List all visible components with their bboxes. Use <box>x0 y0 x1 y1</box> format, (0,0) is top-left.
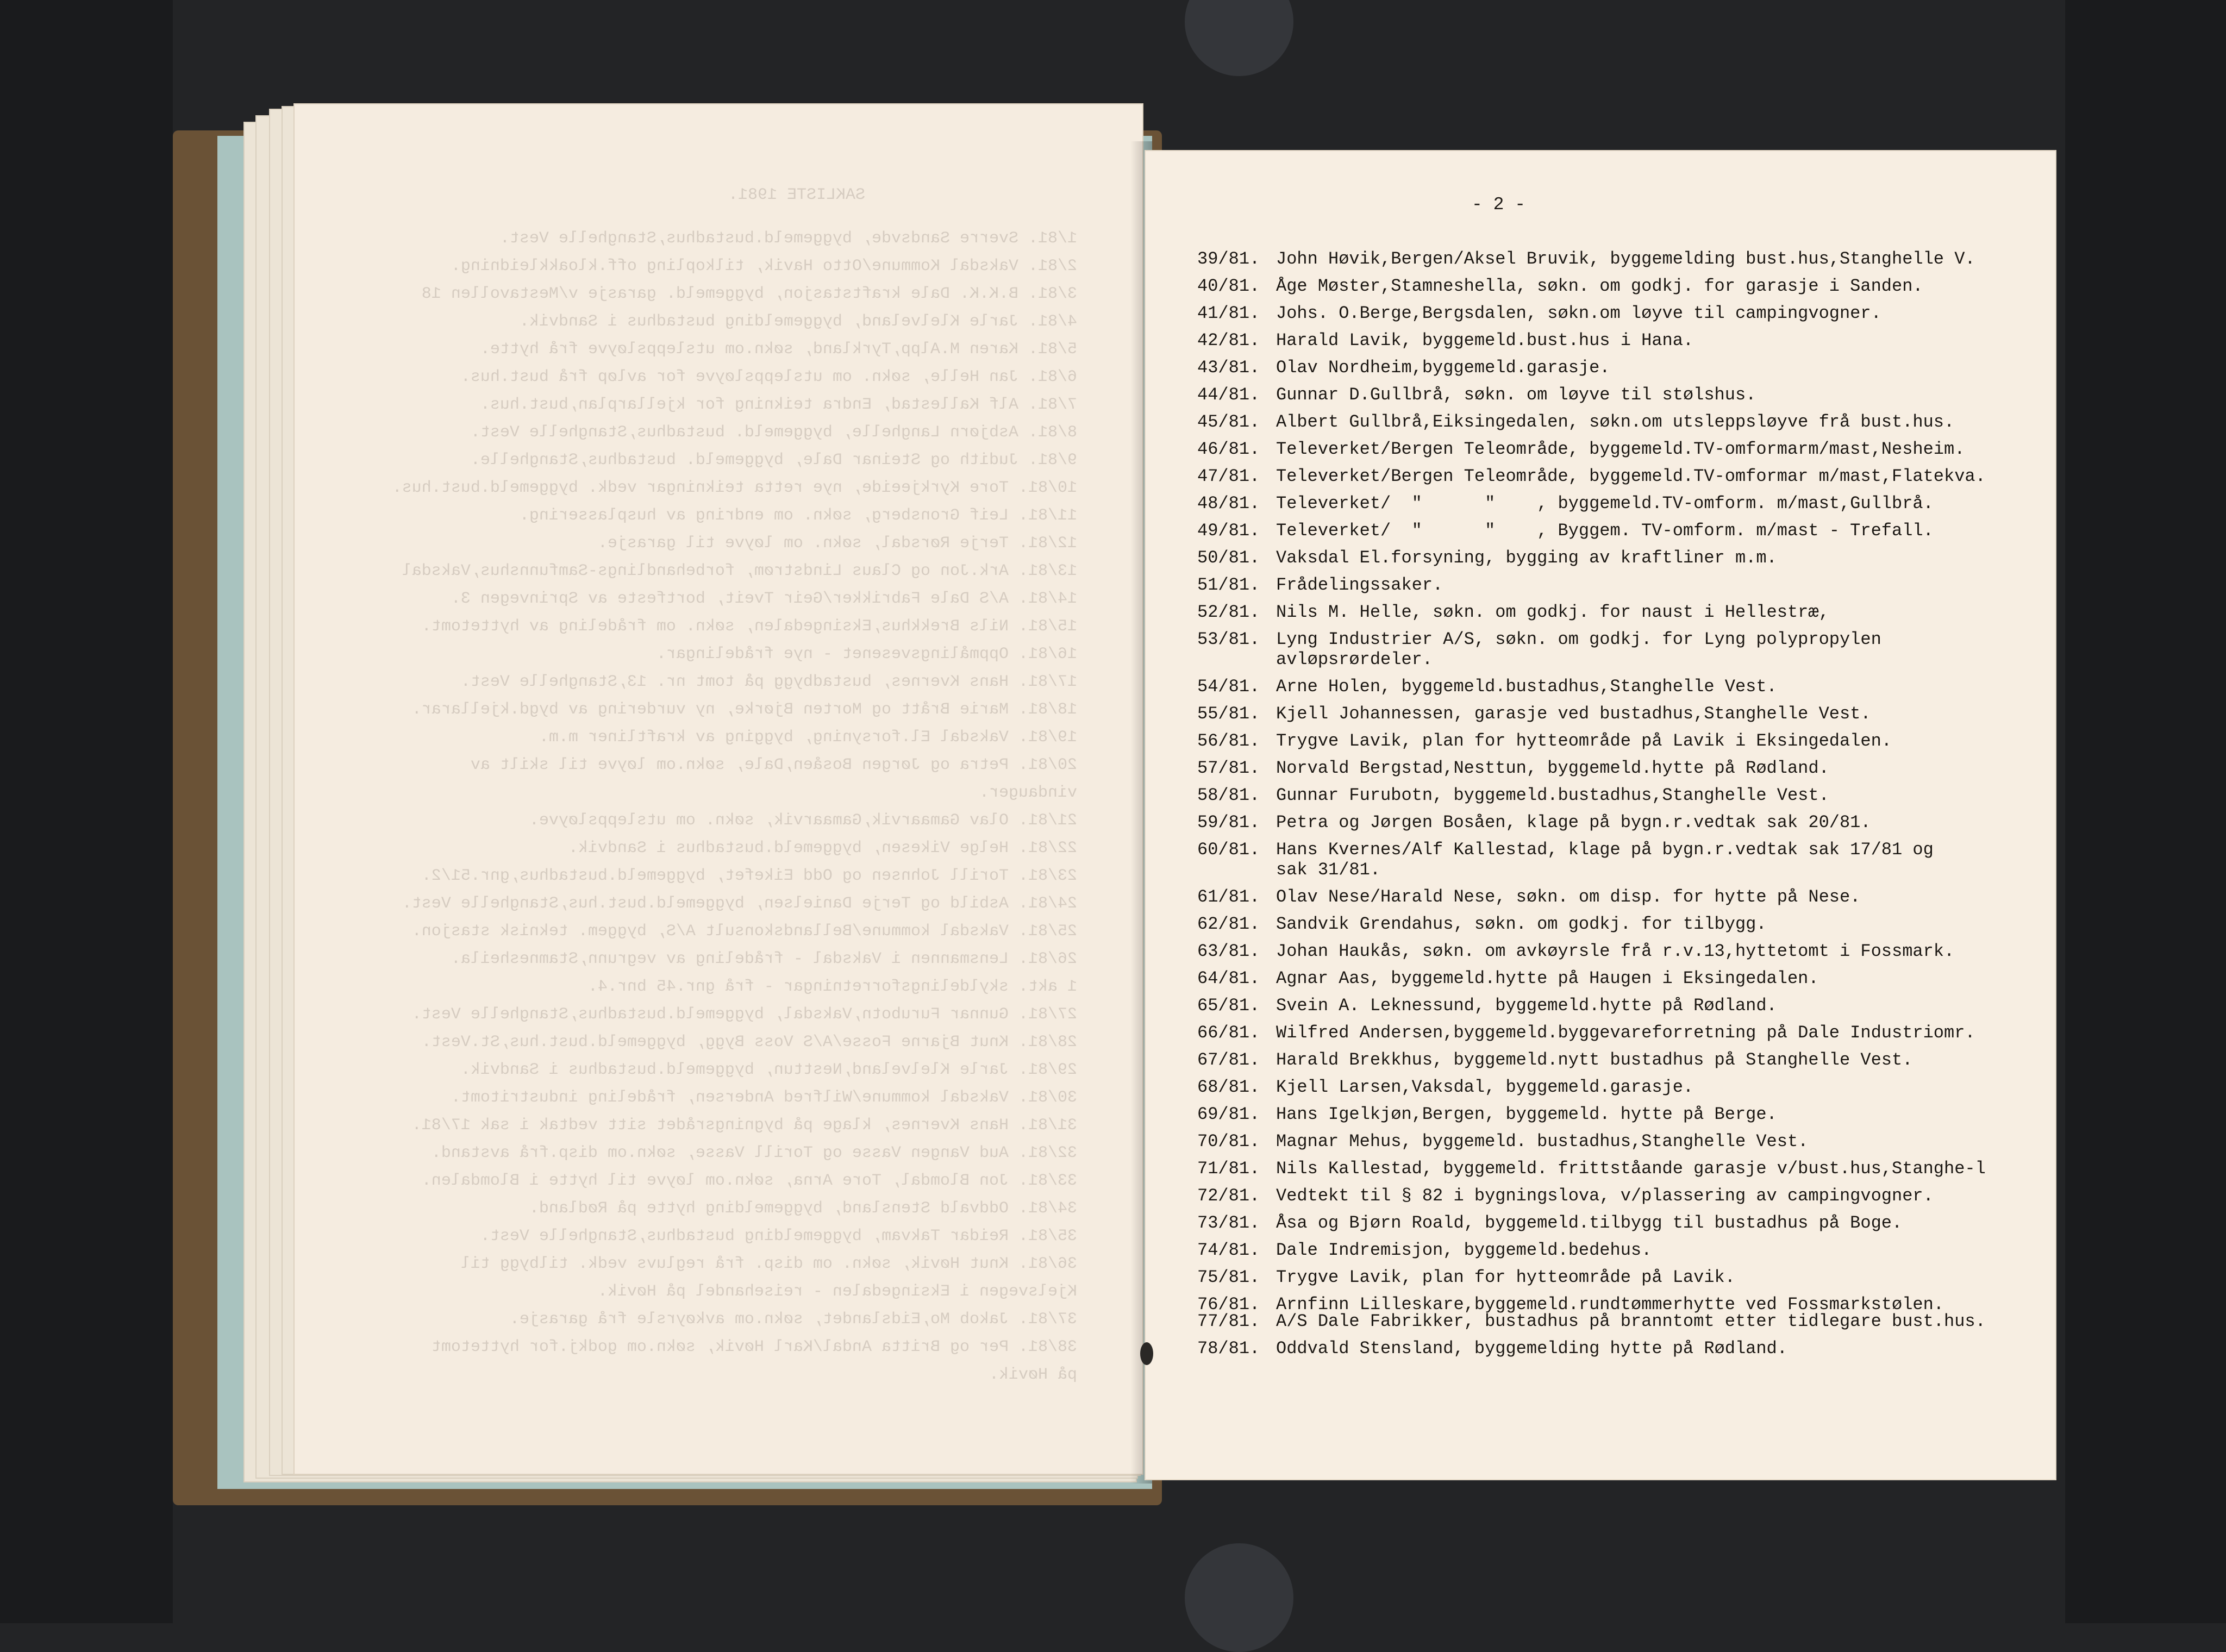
ghost-line: 4/81. Jarle Klelveland, byggemelding bustadhus i Sandvik. <box>519 312 1077 331</box>
case-number: 62/81. <box>1197 914 1260 934</box>
case-entry <box>1197 602 2055 622</box>
case-number: 43/81. <box>1197 358 1260 378</box>
case-number: 73/81. <box>1197 1213 1260 1233</box>
ghost-line: 15/81. Nils Brekkhus,Eksingedalen, søkn. om frådeling av hyttetomt. <box>421 617 1077 636</box>
case-description: Televerket/ " " , byggemeld.TV-omform. m/mast,Gullbrå. <box>1276 493 1934 514</box>
ghost-line: 34/81. Oddvald Stensland, byggemelding hytte på Rødland. <box>529 1199 1077 1218</box>
case-entry <box>1197 731 2055 751</box>
case-description: Lyng Industrier A/S, søkn. om godkj. for Lyng polypropylen avløpsrørdeler. <box>1276 629 1881 669</box>
case-number: 70/81. <box>1197 1131 1260 1152</box>
case-entry <box>1197 1213 2055 1233</box>
ghost-line: 29/81. Jarle Klelveland,Nesttun, byggemeld.bustadhus i Sandvik. <box>460 1061 1077 1079</box>
case-number: 53/81. <box>1197 629 1260 649</box>
ghost-line: 1 akt. skyldelingsforretningar - frå gnr.45 bnr.4. <box>587 978 1077 996</box>
ghost-line: 25/81. Vaksdal kommune/Bellandskonsult A/S, byggem. teknisk stasjon. <box>411 922 1077 941</box>
ghost-line: 32/81. Aud Vangen Vasse og Torill Vasse, søkn.om disp.frå avstand. <box>431 1144 1077 1162</box>
case-description: John Høvik,Bergen/Aksel Bruvik, byggemelding bust.hus,Stanghelle V. <box>1276 249 1975 269</box>
ghost-line: 17/81. Hans Kvernes, bustadbygg på tomt nr. 13,Stanghelle Vest. <box>460 673 1077 691</box>
case-number: 60/81. <box>1197 840 1260 860</box>
case-description: Kjell Johannessen, garasje ved bustadhus,Stanghelle Vest. <box>1276 704 1871 724</box>
case-entry <box>1197 493 2055 514</box>
case-description: Vedtekt til § 82 i bygningslova, v/plassering av campingvogner. <box>1276 1186 1934 1206</box>
ghost-title: SAKLISTE 1981. <box>728 186 865 204</box>
case-description: Trygve Lavik, plan for hytteområde på Lavik i Eksingedalen. <box>1276 731 1892 751</box>
background-disc <box>1185 1543 1293 1652</box>
case-description: Sandvik Grendahus, søkn. om godkj. for tilbygg. <box>1276 914 1767 934</box>
background-disc <box>1185 0 1293 76</box>
case-entry <box>1197 996 2055 1016</box>
case-number: 65/81. <box>1197 996 1260 1016</box>
case-number: 68/81. <box>1197 1077 1260 1097</box>
case-description: Åsa og Bjørn Roald, byggemeld.tilbygg til bustadhus på Boge. <box>1276 1213 1903 1233</box>
background-band-right <box>2065 0 2226 1623</box>
case-number: 49/81. <box>1197 521 1260 541</box>
ghost-line: på Høvik. <box>989 1366 1077 1384</box>
ghost-line: 19/81. Vaksdal El.forsyning, bygging av kraftliner m.m. <box>539 728 1077 747</box>
case-description: Oddvald Stensland, byggemelding hytte på Rødland. <box>1276 1338 1787 1359</box>
case-entry <box>1197 1050 2055 1070</box>
case-list <box>1197 249 2055 1366</box>
case-description: Åge Møster,Stamneshella, søkn. om godkj. for garasje i Sanden. <box>1276 276 1923 296</box>
case-number: 57/81. <box>1197 758 1260 778</box>
ghost-line: 33/81. Jon Blomdal, Tore Arna, søkn.om løyve til hytte i Blomdalen. <box>421 1172 1077 1190</box>
case-number: 75/81. <box>1197 1267 1260 1287</box>
case-entry <box>1197 249 2055 269</box>
case-number: 47/81. <box>1197 466 1260 486</box>
case-number: 50/81. <box>1197 548 1260 568</box>
ghost-line: vindauger. <box>979 784 1077 802</box>
ghost-line: 2/81. Vaksdal Kommune/Otto Havik, tilkopling off.kloakkleidning. <box>451 257 1077 276</box>
case-number: 56/81. <box>1197 731 1260 751</box>
ghost-line: 27/81. Gunnar Furubotn,Vaksdal, byggemeld.bustadhus,Stanghelle Vest. <box>411 1005 1077 1024</box>
ghost-line: 26/81. Lensmannen i Vaksdal - frådeling av vegrunn,Stamnesheila. <box>451 950 1077 968</box>
background-band-left <box>0 0 173 1623</box>
case-entry <box>1197 840 2055 880</box>
case-number: 42/81. <box>1197 330 1260 351</box>
ghost-line: 23/81. Torill Johnsen og Odd Eikefet, byggemeld.bustadhus,gnr.51/2. <box>421 867 1077 885</box>
case-description: Olav Nese/Harald Nese, søkn. om disp. for hytte på Nese. <box>1276 887 1861 907</box>
case-entry <box>1197 303 2055 323</box>
ghost-line: 31/81. Hans Kvernes, klage på bygningsrådet sitt vedtak i sak 17/81. <box>411 1116 1077 1135</box>
ghost-line: 10/81. Tore Kyrkjeeide, nye retta teikningar vedk. byggemeld.bust.hus. <box>392 479 1077 497</box>
case-description: Televerket/Bergen Teleområde, byggemeld.TV-omformar m/mast,Flatekva. <box>1276 466 1986 486</box>
case-description: Nils Kallestad, byggemeld. frittståande garasje v/bust.hus,Stanghe-l <box>1276 1159 1986 1179</box>
ghost-line: 22/81. Helge Vikesen, byggemeld.bustadhus i Sandvik. <box>568 839 1077 858</box>
case-entry <box>1197 1023 2055 1043</box>
ghost-line: 21/81. Olav Gamaarvik,Gamaarvik, søkn. om utsleppsløyve. <box>529 811 1077 830</box>
case-number: 66/81. <box>1197 1023 1260 1043</box>
case-description: Televerket/ " " , Byggem. TV-omform. m/mast - Trefall. <box>1276 521 1934 541</box>
case-description: Trygve Lavik, plan for hytteområde på Lavik. <box>1276 1267 1735 1287</box>
ghost-line: 11/81. Leif Gronsberg, søkn. om endring av husplassering. <box>519 506 1077 525</box>
case-description: Gunnar Furubotn, byggemeld.bustadhus,Stanghelle Vest. <box>1276 785 1829 805</box>
case-number: 45/81. <box>1197 412 1260 432</box>
case-description: Gunnar D.Gullbrå, søkn. om løyve til stølshus. <box>1276 385 1756 405</box>
case-entry <box>1197 704 2055 724</box>
case-entry <box>1197 629 2055 669</box>
case-number: 52/81. <box>1197 602 1260 622</box>
case-number: 71/81. <box>1197 1159 1260 1179</box>
bleed-through-text <box>311 104 1126 1474</box>
case-description: Harald Brekkhus, byggemeld.nytt bustadhus på Stanghelle Vest. <box>1276 1050 1913 1070</box>
case-entry <box>1197 1267 2055 1287</box>
case-number: 55/81. <box>1197 704 1260 724</box>
case-entry <box>1197 1186 2055 1206</box>
case-entry <box>1197 412 2055 432</box>
case-entry <box>1197 575 2055 595</box>
case-entry <box>1197 968 2055 988</box>
case-number: 46/81. <box>1197 439 1260 459</box>
ghost-line: 14/81. A/S Dale Fabrikker/Geir Tveit, bortfeste av Sprinvegen 3. <box>451 590 1077 608</box>
case-description: Vaksdal El.forsyning, bygging av kraftliner m.m. <box>1276 548 1777 568</box>
case-entry <box>1197 941 2055 961</box>
case-entry <box>1197 1104 2055 1124</box>
case-description: A/S Dale Fabrikker, bustadhus på branntomt etter tidlegare bust.hus. <box>1276 1311 1986 1331</box>
case-description: Wilfred Andersen,byggemeld.byggevareforretning på Dale Industriomr. <box>1276 1023 1975 1043</box>
case-number: 41/81. <box>1197 303 1260 323</box>
ghost-line: 20/81. Petra og Jørgen Bosåen,Dale, søkn.om løyve til skilt av <box>470 756 1077 774</box>
case-description: Svein A. Leknessund, byggemeld.hytte på Rødland. <box>1276 996 1777 1016</box>
case-entry <box>1197 358 2055 378</box>
case-number: 67/81. <box>1197 1050 1260 1070</box>
page-number: - 2 - <box>1472 195 1526 215</box>
ghost-line: 36/81. Knut Høvik, søkn. om disp. frå regluvs vedk. tilbygg til <box>460 1255 1077 1273</box>
case-entry <box>1197 1131 2055 1152</box>
case-entry <box>1197 521 2055 541</box>
case-description: Nils M. Helle, søkn. om godkj. for naust i Hellestræ, <box>1276 602 1829 622</box>
case-number: 74/81. <box>1197 1240 1260 1260</box>
case-entry <box>1197 914 2055 934</box>
case-entry <box>1197 466 2055 486</box>
case-description: Kjell Larsen,Vaksdal, byggemeld.garasje. <box>1276 1077 1694 1097</box>
case-number: 77/81. <box>1197 1311 1260 1331</box>
ghost-line: 7/81. Alf Kallestad, Endra teikning for kjellarplan,bust.hus. <box>480 396 1077 414</box>
case-entry <box>1197 548 2055 568</box>
case-number: 40/81. <box>1197 276 1260 296</box>
ghost-line: 16/81. Oppmålingsvesenet - nye frådelingar. <box>656 645 1077 664</box>
case-description: Arnfinn Lilleskare,byggemeld.rundtømmerhytte ved Fossmarkstølen. <box>1276 1294 1944 1315</box>
case-entry <box>1197 1338 2055 1359</box>
case-entry <box>1197 677 2055 697</box>
case-entry <box>1197 1159 2055 1179</box>
case-entry <box>1197 887 2055 907</box>
case-number: 48/81. <box>1197 493 1260 514</box>
ghost-line: 18/81. Marie Brått og Morten Bjørke, ny vurdering av bygd.kjellarar. <box>411 700 1077 719</box>
case-number: 69/81. <box>1197 1104 1260 1124</box>
case-number: 76/81. <box>1197 1294 1260 1315</box>
case-description: Hans Igelkjøn,Bergen, byggemeld. hytte på Berge. <box>1276 1104 1777 1124</box>
case-entry <box>1197 385 2055 405</box>
case-description: Agnar Aas, byggemeld.hytte på Haugen i Eksingedalen. <box>1276 968 1819 988</box>
case-number: 39/81. <box>1197 249 1260 269</box>
case-number: 78/81. <box>1197 1338 1260 1359</box>
case-description: Frådelingssaker. <box>1276 575 1443 595</box>
case-description: Televerket/Bergen Teleområde, byggemeld.TV-omformarm/mast,Nesheim. <box>1276 439 1965 459</box>
case-entry <box>1197 1311 2055 1331</box>
case-entry <box>1197 758 2055 778</box>
case-entry <box>1197 276 2055 296</box>
ghost-line: 6/81. Jan Helle, søkn. om utsleppsløyve for avløp frå bust.hus. <box>460 368 1077 386</box>
case-number: 64/81. <box>1197 968 1260 988</box>
case-description: Dale Indremisjon, byggemeld.bedehus. <box>1276 1240 1652 1260</box>
case-description: Norvald Bergstad,Nesttun, byggemeld.hytte på Rødland. <box>1276 758 1829 778</box>
ghost-line: 38/81. Per og Britta Andal/Karl Høvik, søkn.om godkj.for hyttetomt <box>431 1338 1077 1356</box>
ghost-line: 28/81. Knut Bjarne Fosse/A/S Voss Bygg, byggemeld.bust.hus,St.Vest. <box>421 1033 1077 1052</box>
binding-hole <box>1140 1342 1153 1365</box>
ghost-line: 1/81. Sverre Sandsvde, byggemeld.bustadhus,Stanghelle Vest. <box>499 229 1077 248</box>
case-entry <box>1197 439 2055 459</box>
case-description: Magnar Mehus, byggemeld. bustadhus,Stanghelle Vest. <box>1276 1131 1809 1152</box>
case-description: Johs. O.Berge,Bergsdalen, søkn.om løyve til campingvogner. <box>1276 303 1881 323</box>
case-description: Albert Gullbrå,Eiksingedalen, søkn.om utsleppsløyve frå bust.hus. <box>1276 412 1955 432</box>
ghost-line: 9/81. Judith og Steinar Dale, byggemeld. bustadhus,Stanghelle. <box>470 451 1077 470</box>
case-number: 51/81. <box>1197 575 1260 595</box>
case-number: 72/81. <box>1197 1186 1260 1206</box>
ghost-line: 8/81. Asbjørn Langhelle, byggemeld. bustadhus,Stanghelle Vest. <box>470 423 1077 442</box>
ghost-line: Kjelsvegen i Eksingedalen - reisehandel på Høvik. <box>597 1282 1077 1301</box>
left-page <box>293 103 1143 1475</box>
case-entry <box>1197 1240 2055 1260</box>
ghost-line: 13/81. Ark.Jon og Claus Lindstrøm, forbehandlings-Samfunnshus,Vaksdal <box>402 562 1077 580</box>
case-entry <box>1197 812 2055 833</box>
case-number: 58/81. <box>1197 785 1260 805</box>
ghost-line: 37/81. Jakob Mo,Eidslandet, søkn.om avkøyrsle frå garasje. <box>509 1310 1077 1329</box>
case-number: 44/81. <box>1197 385 1260 405</box>
case-description: Petra og Jørgen Bosåen, klage på bygn.r.vedtak sak 20/81. <box>1276 812 1871 833</box>
case-description: Arne Holen, byggemeld.bustadhus,Stanghelle Vest. <box>1276 677 1777 697</box>
case-description: Olav Nordheim,byggemeld.garasje. <box>1276 358 1610 378</box>
case-entry <box>1197 330 2055 351</box>
ghost-line: 35/81. Reidar Takvam, byggemelding bustadhus,Stanghelle Vest. <box>480 1227 1077 1246</box>
ghost-line: 24/81. Asbild og Terje Danielsen, byggemeld.bust.hus,Stanghelle Vest. <box>402 894 1077 913</box>
ghost-line: 5/81. Karen M.Alpp,Tyrkland, søkn.om utsleppsløyve frå hytte. <box>480 340 1077 359</box>
ghost-line: 12/81. Terje Rørsdal, søkn. om løyve til garasje. <box>597 534 1077 553</box>
case-entry <box>1197 785 2055 805</box>
case-number: 54/81. <box>1197 677 1260 697</box>
ghost-line: 3/81. B.K.K. Dale kraftstasjon, byggemeld. garasje v/Mestavollen 18 <box>421 285 1077 303</box>
case-description: Harald Lavik, byggemeld.bust.hus i Hana. <box>1276 330 1694 351</box>
case-number: 59/81. <box>1197 812 1260 833</box>
case-number: 63/81. <box>1197 941 1260 961</box>
case-entry <box>1197 1077 2055 1097</box>
case-number: 61/81. <box>1197 887 1260 907</box>
case-description: Johan Haukås, søkn. om avkøyrsle frå r.v.13,hyttetomt i Fossmark. <box>1276 941 1955 961</box>
ghost-line: 30/81. Vaksdal kommune/Wilfred Andersen, frådeling industritomt. <box>451 1088 1077 1107</box>
right-page <box>1145 150 2056 1480</box>
case-description: Hans Kvernes/Alf Kallestad, klage på bygn.r.vedtak sak 17/81 og sak 31/81. <box>1276 840 1934 880</box>
